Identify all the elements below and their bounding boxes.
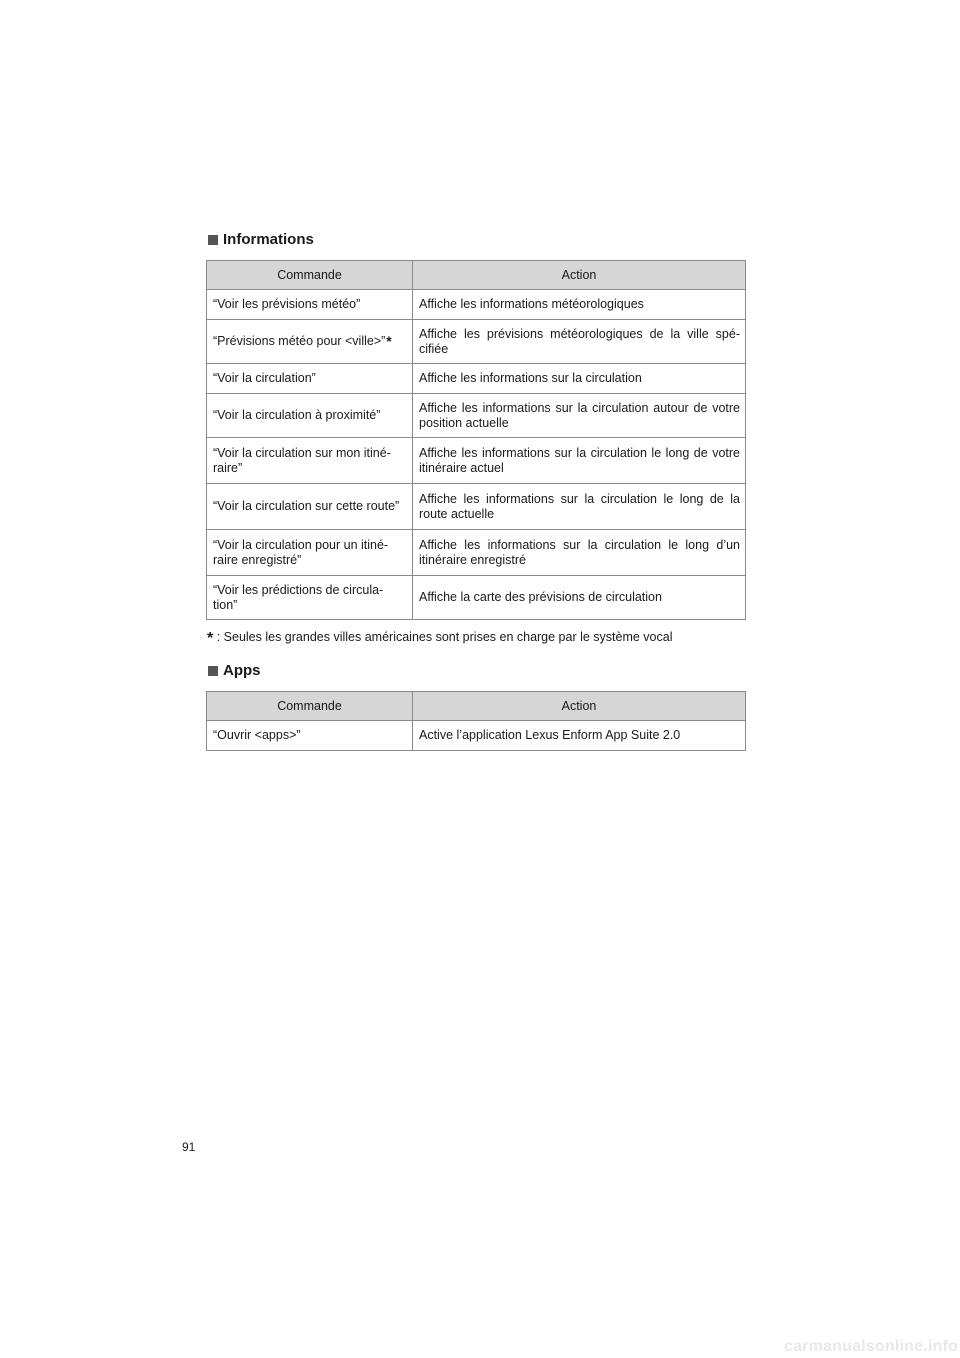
command-cell: “Voir la circulation sur mon itiné-raire” <box>207 438 413 484</box>
heading-text: Informations <box>223 231 314 248</box>
action-cell: Affiche les informations sur la circulation <box>413 364 746 394</box>
page-number: 91 <box>182 1140 196 1154</box>
asterisk-marker: * <box>386 333 392 349</box>
heading-text: Apps <box>223 662 261 679</box>
action-cell: Affiche la carte des prévisions de circulation <box>413 576 746 620</box>
table-row <box>207 438 746 484</box>
table-row <box>207 484 746 530</box>
square-bullet-icon <box>208 666 218 676</box>
table-row <box>207 530 746 576</box>
action-cell: Affiche les informations sur la circulation autour de votre position actuelle <box>413 394 746 438</box>
header-action: Action <box>413 692 746 721</box>
table-row <box>207 320 746 364</box>
watermark: carmanualsonline.info <box>783 1338 958 1355</box>
command-cell <box>207 320 413 364</box>
table-row <box>207 364 746 394</box>
apps-table <box>206 691 746 751</box>
action-cell: Affiche les informations météorologiques <box>413 290 746 320</box>
table-row <box>207 576 746 620</box>
informations-table <box>206 260 746 620</box>
command-cell: “Voir les prévisions météo” <box>207 290 413 320</box>
table-row <box>207 721 746 751</box>
header-command: Commande <box>207 261 413 290</box>
table-header-row <box>207 261 746 290</box>
action-cell: Affiche les informations sur la circulation le long de la route actuelle <box>413 484 746 530</box>
header-action: Action <box>413 261 746 290</box>
command-cell: “Voir la circulation pour un itiné-raire enregistré” <box>207 530 413 576</box>
section-heading-informations <box>208 231 314 248</box>
command-cell: “Voir la circulation à proximité” <box>207 394 413 438</box>
action-cell: Affiche les informations sur la circulation le long d’un itinéraire enregistré <box>413 530 746 576</box>
footnote-marker: * <box>207 630 214 647</box>
command-cell: “Voir la circulation” <box>207 364 413 394</box>
table-row <box>207 290 746 320</box>
square-bullet-icon <box>208 235 218 245</box>
footnote <box>207 630 673 648</box>
header-command: Commande <box>207 692 413 721</box>
table-row <box>207 394 746 438</box>
command-text: “Prévisions météo pour <ville>” <box>213 334 386 348</box>
command-cell: “Ouvrir <apps>” <box>207 721 413 751</box>
footnote-text: : Seules les grandes villes américaines sont prises en charge par le système vocal <box>216 630 673 644</box>
action-cell: Affiche les prévisions météorologiques de la ville spé-cifiée <box>413 320 746 364</box>
action-cell: Affiche les informations sur la circulation le long de votre itinéraire actuel <box>413 438 746 484</box>
command-cell: “Voir les prédictions de circula-tion” <box>207 576 413 620</box>
section-heading-apps <box>208 662 261 679</box>
command-cell: “Voir la circulation sur cette route” <box>207 484 413 530</box>
table-header-row <box>207 692 746 721</box>
action-cell: Active l’application Lexus Enform App Suite 2.0 <box>413 721 746 751</box>
